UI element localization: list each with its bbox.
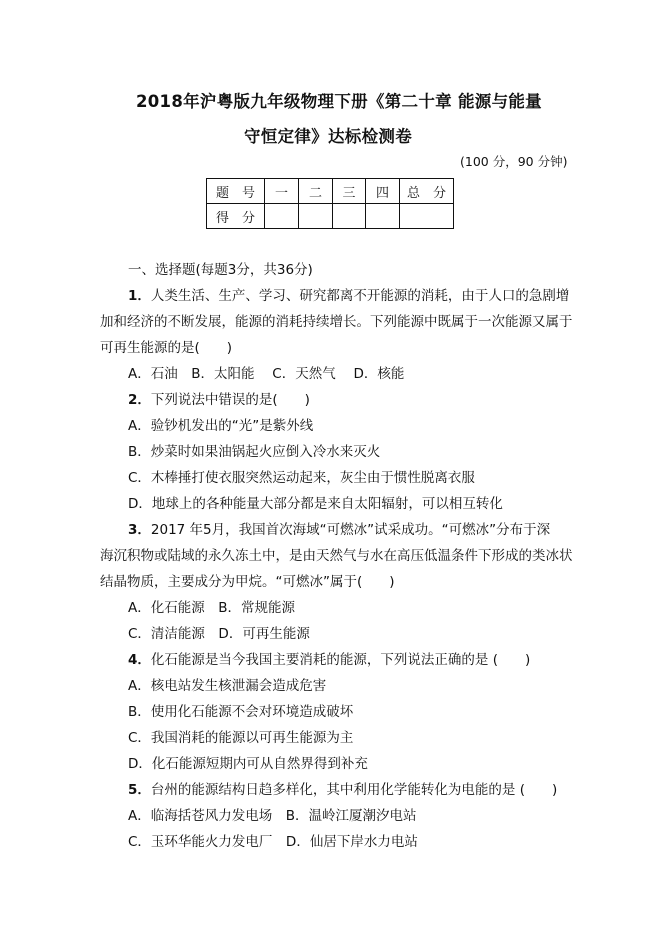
score-cell xyxy=(333,204,366,229)
header-cell: 题 号 xyxy=(207,179,265,204)
header-cell: 三 xyxy=(333,179,366,204)
question-2 xyxy=(128,392,310,408)
question-1 xyxy=(128,288,569,304)
question-text: 可再生能源的是( ) xyxy=(100,340,233,356)
option: C．木棒捶打使衣服突然运动起来，灰尘由于惯性脱离衣服 xyxy=(128,470,475,486)
row-label: 得 分 xyxy=(207,204,265,229)
score-cell xyxy=(265,204,299,229)
option: B．炒菜时如果油锅起火应倒入冷水来灭火 xyxy=(128,444,381,460)
question-text: 下列说法中错误的是( ) xyxy=(150,392,310,408)
header-cell: 总 分 xyxy=(400,179,454,204)
score-table-score-row xyxy=(207,204,454,229)
option: D．化石能源短期内可从自然界得到补充 xyxy=(128,756,368,772)
question-number: 5． xyxy=(128,782,151,798)
score-cell xyxy=(400,204,454,229)
question-text: 人类生活、生产、学习、研究都离不开能源的消耗，由于人口的急剧增 xyxy=(150,288,570,304)
option: C．清洁能源 D．可再生能源 xyxy=(128,626,310,642)
question-number: 1． xyxy=(128,288,151,304)
question-5 xyxy=(128,782,557,798)
header-cell: 二 xyxy=(299,179,333,204)
option: C．玉环华能火力发电厂 D．仙居下岸水力电站 xyxy=(128,834,418,850)
option: A．临海括苍风力发电场 B．温岭江厦潮汐电站 xyxy=(128,808,417,824)
header-cell: 四 xyxy=(366,179,400,204)
option: C．我国消耗的能源以可再生能源为主 xyxy=(128,730,354,746)
section-heading: 一、选择题(每题3分，共36分) xyxy=(128,262,313,278)
score-table xyxy=(206,178,454,229)
score-info: (100 分，90 分钟) xyxy=(460,154,568,169)
score-table-header-row xyxy=(207,179,454,204)
question-text: 化石能源是当今我国主要消耗的能源，下列说法正确的是 ( ) xyxy=(150,652,531,668)
option: B．使用化石能源不会对环境造成破坏 xyxy=(128,704,354,720)
option: A．化石能源 B．常规能源 xyxy=(128,600,295,616)
option: A．石油 B．太阳能 C．天然气 D．核能 xyxy=(128,366,405,382)
question-text: 海沉积物或陆域的永久冻土中，是由天然气与水在高压低温条件下形成的类冰状 xyxy=(100,548,573,564)
question-number: 4． xyxy=(128,652,151,668)
question-number: 2． xyxy=(128,392,151,408)
question-3 xyxy=(128,522,550,538)
score-cell xyxy=(366,204,400,229)
title-line-1: 2018年沪粤版九年级物理下册《第二十章 能源与能量 xyxy=(136,92,542,111)
question-4 xyxy=(128,652,530,668)
title-line-2: 守恒定律》达标检测卷 xyxy=(244,127,412,146)
option: A．核电站发生核泄漏会造成危害 xyxy=(128,678,327,694)
question-text: 结晶物质，主要成分为甲烷。“可燃冰”属于( ) xyxy=(100,574,395,590)
question-number: 3． xyxy=(128,522,151,538)
question-text: 台州的能源结构日趋多样化，其中利用化学能转化为电能的是 ( ) xyxy=(150,782,558,798)
question-text: 2017 年5月，我国首次海域“可燃冰”试采成功。“可燃冰”分布于深 xyxy=(150,522,551,538)
option: A．验钞机发出的“光”是紫外线 xyxy=(128,418,314,434)
header-cell: 一 xyxy=(265,179,299,204)
option: D．地球上的各种能量大部分都是来自太阳辐射，可以相互转化 xyxy=(128,496,503,512)
question-text: 加和经济的不断发展，能源的消耗持续增长。下列能源中既属于一次能源又属于 xyxy=(100,314,573,330)
score-cell xyxy=(299,204,333,229)
